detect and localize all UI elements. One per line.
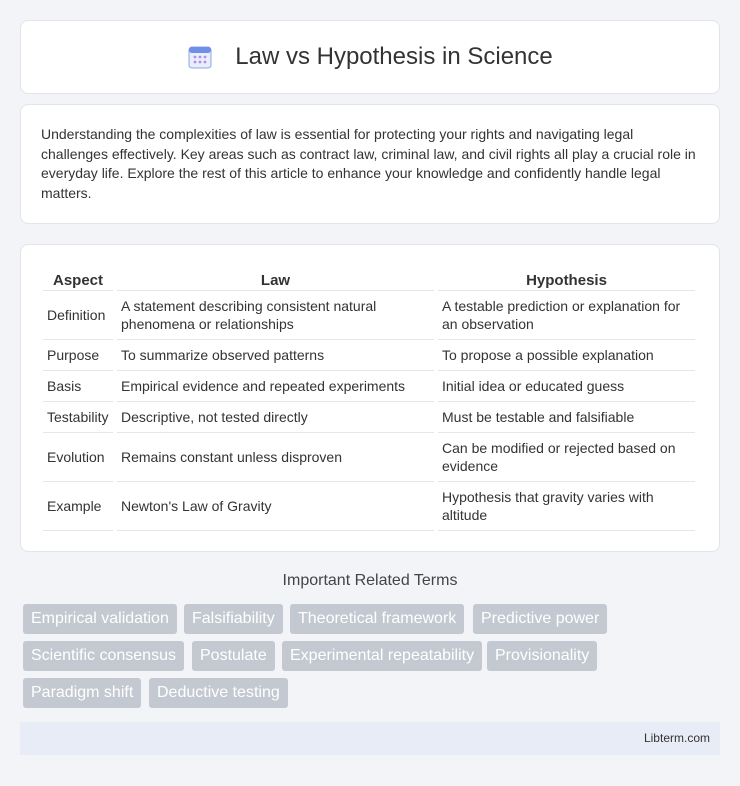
tag-empirical-validation[interactable]: Empirical validation: [23, 604, 177, 634]
column-header-hypothesis: Hypothesis: [438, 265, 695, 291]
tag-experimental-repeatability[interactable]: Experimental repeatability: [282, 641, 482, 671]
table-row: [43, 291, 695, 340]
calendar-icon: [187, 44, 213, 70]
tag-scientific-consensus[interactable]: Scientific consensus: [23, 641, 184, 671]
intro-text: Understanding the complexities of law is essential for protecting your rights and navigating legal challenges effectively. Key areas such as contract law, criminal law, and civil rights all play a crucial role in everyday life. Explore the rest of this article to enhance your knowledge and confidently handle legal matters.: [41, 126, 696, 201]
table-cell-hypothesis: Hypothesis that gravity varies with altitude: [438, 482, 695, 531]
tag-theoretical-framework[interactable]: Theoretical framework: [290, 604, 464, 634]
tag-falsifiability[interactable]: Falsifiability: [184, 604, 283, 634]
comparison-table: [39, 265, 699, 531]
tag-predictive-power[interactable]: Predictive power: [473, 604, 607, 634]
column-header-aspect: Aspect: [43, 265, 113, 291]
table-cell-hypothesis: Must be testable and falsifiable: [438, 402, 695, 433]
tag-paradigm-shift[interactable]: Paradigm shift: [23, 678, 141, 708]
intro-card: [20, 104, 720, 224]
tag-provisionality[interactable]: Provisionality: [487, 641, 597, 671]
table-cell-aspect: Testability: [43, 402, 113, 433]
table-cell-hypothesis: A testable prediction or explanation for an observation: [438, 291, 695, 340]
table-cell-law: Remains constant unless disproven: [117, 433, 434, 482]
table-cell-hypothesis: Initial idea or educated guess: [438, 371, 695, 402]
table-cell-aspect: Example: [43, 482, 113, 531]
table-cell-aspect: Evolution: [43, 433, 113, 482]
column-header-law: Law: [117, 265, 434, 291]
related-terms-title: Important Related Terms: [282, 572, 458, 589]
table-cell-law: Empirical evidence and repeated experiments: [117, 371, 434, 402]
table-cell-aspect: Definition: [43, 291, 113, 340]
table-cell-aspect: Purpose: [43, 340, 113, 371]
footer: [20, 722, 720, 755]
comparison-table-card: [20, 244, 720, 552]
table-row: [43, 482, 695, 531]
table-row: [43, 433, 695, 482]
header-card: [20, 20, 720, 94]
table-cell-hypothesis: To propose a possible explanation: [438, 340, 695, 371]
tag-postulate[interactable]: Postulate: [192, 641, 275, 671]
table-cell-law: Newton's Law of Gravity: [117, 482, 434, 531]
footer-site-link[interactable]: Libterm.com: [643, 731, 710, 745]
table-row: [43, 371, 695, 402]
table-cell-law: A statement describing consistent natural phenomena or relationships: [117, 291, 434, 340]
table-row: [43, 402, 695, 433]
table-cell-aspect: Basis: [43, 371, 113, 402]
table-cell-law: Descriptive, not tested directly: [117, 402, 434, 433]
table-cell-law: To summarize observed patterns: [117, 340, 434, 371]
table-row: [43, 340, 695, 371]
page-title: Law vs Hypothesis in Science: [235, 43, 553, 70]
table-cell-hypothesis: Can be modified or rejected based on evidence: [438, 433, 695, 482]
tag-deductive-testing[interactable]: Deductive testing: [149, 678, 288, 708]
table-header-row: [43, 265, 695, 291]
